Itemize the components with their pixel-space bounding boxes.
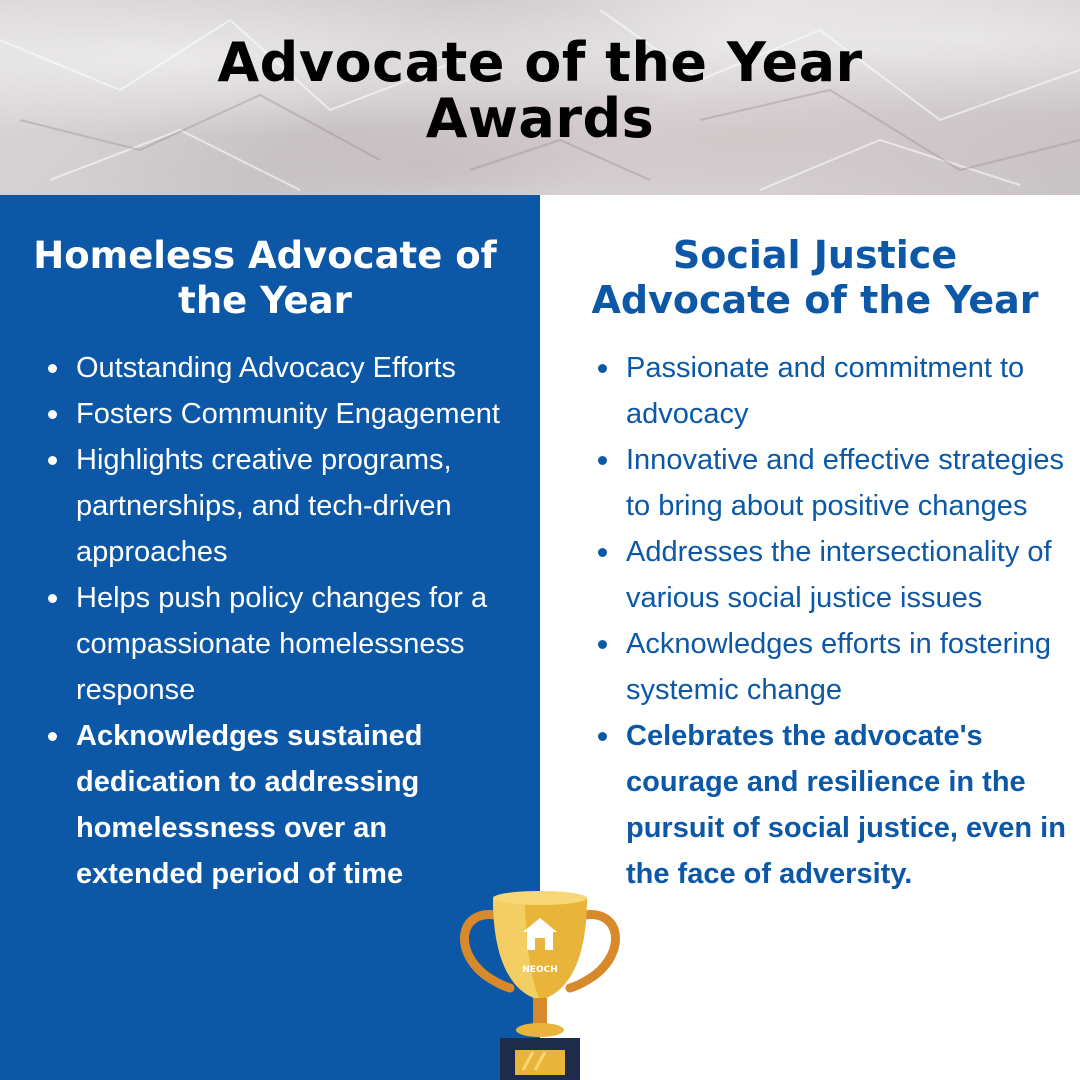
- list-item: Fosters Community Engagement: [48, 391, 510, 437]
- title-line-2: Awards: [425, 87, 655, 150]
- header-banner: [0, 0, 1080, 195]
- homeless-criteria-list: [48, 345, 510, 897]
- homeless-heading-line-2: the Year: [178, 279, 352, 322]
- social-justice-criteria-list: [598, 345, 1068, 897]
- trophy-label: NEOCH: [522, 965, 558, 975]
- homeless-heading-line-1: Homeless Advocate of: [33, 234, 497, 277]
- list-item: Acknowledges sustained dedication to addressing homelessness over an extended period of time: [48, 713, 510, 897]
- social-justice-heading-line-1: Social Justice: [672, 233, 958, 277]
- social-justice-heading-line-2: Advocate of the Year: [591, 278, 1039, 322]
- social-justice-heading: [570, 233, 1060, 323]
- list-item: Passionate and commitment to advocacy: [598, 345, 1068, 437]
- title-line-1: Advocate of the Year: [217, 31, 863, 94]
- list-item: Celebrates the advocate's courage and resilience in the pursuit of social justice, even in the face of adversity.: [598, 713, 1068, 897]
- list-item: Innovative and effective strategies to bring about positive changes: [598, 437, 1068, 529]
- trophy-icon: [455, 880, 625, 1080]
- list-item: Addresses the intersectionality of various social justice issues: [598, 529, 1068, 621]
- list-item: Helps push policy changes for a compassionate homelessness response: [48, 575, 510, 713]
- list-item: Acknowledges efforts in fostering systemic change: [598, 621, 1068, 713]
- list-item: Outstanding Advocacy Efforts: [48, 345, 510, 391]
- page-title: [0, 31, 1080, 150]
- list-item: Highlights creative programs, partnerships, and tech-driven approaches: [48, 437, 510, 575]
- homeless-advocate-heading: [10, 233, 520, 323]
